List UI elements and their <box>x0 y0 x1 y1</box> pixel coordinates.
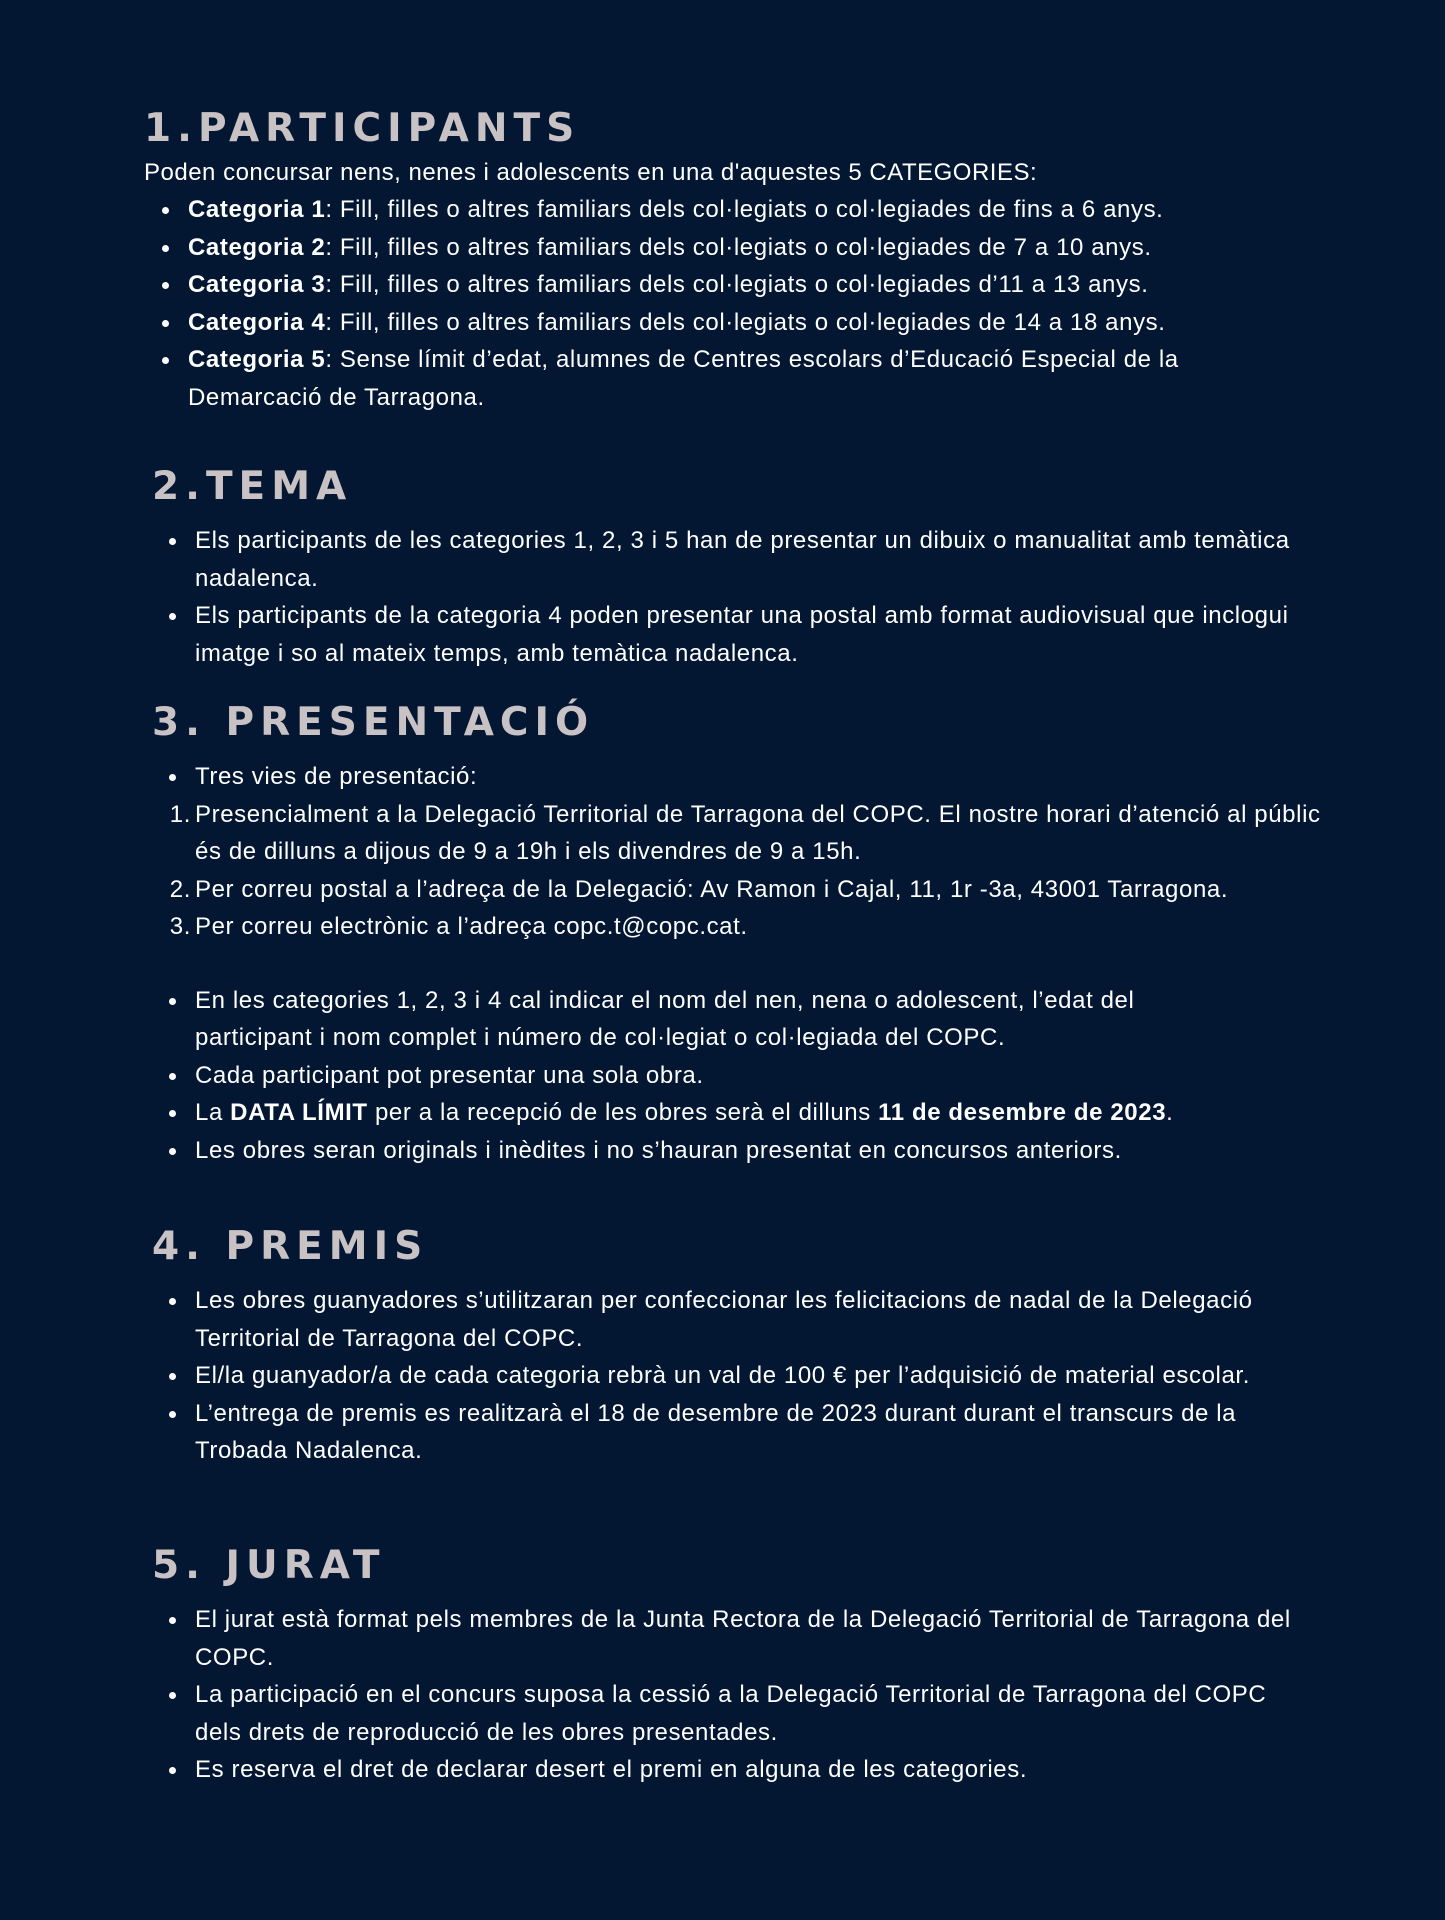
category-description: : Fill, filles o altres familiars dels col·legiats o col·legiades d’11 a 13 anys. <box>325 271 1149 298</box>
via-number: 3. <box>169 913 191 940</box>
vies-header-list <box>195 758 1305 796</box>
categories-list <box>188 191 1268 416</box>
section-tema <box>0 464 1445 672</box>
jurat-list <box>195 1601 1295 1789</box>
list-item: En les categories 1, 2, 3 i 4 cal indicar el nom del nen, nena o adolescent, l’edat del participant i nom complet i número de col·legiat o col·legiada del COPC. <box>195 982 1255 1057</box>
category-label: Categoria 2 <box>188 233 326 261</box>
category-description: : Fill, filles o altres familiars dels col·legiats o col·legiades de 7 a 10 anys. <box>325 233 1152 261</box>
category-description: : Fill, filles o altres familiars dels col·legiats o col·legiades de fins a 6 anys. <box>325 196 1164 223</box>
via-text: Per correu electrònic a l’adreça copc.t@copc.cat. <box>195 913 748 940</box>
category-label: Categoria 3 <box>188 271 326 298</box>
category-item <box>188 266 1268 304</box>
category-item <box>188 229 1268 267</box>
section-jurat <box>0 1543 1445 1789</box>
deadline-item <box>195 1094 1255 1132</box>
category-label: Categoria 1 <box>188 196 326 223</box>
deadline-text: per a la recepció de les obres serà el dilluns <box>367 1099 879 1126</box>
premis-list <box>195 1282 1295 1470</box>
section-title-jurat: 5. JURAT <box>152 1543 386 1588</box>
list-item: Les obres seran originals i inèdites i no s’hauran presentat en concursos anteriors. <box>195 1132 1255 1170</box>
via-text: Presencialment a la Delegació Territorial de Tarragona del COPC. El nostre horari d’atenció al públic és de dilluns a dijous de 9 a 19h i els divendres de 9 a 15h. <box>195 800 1321 865</box>
via-number: 2. <box>169 875 191 903</box>
deadline-date: 11 de desembre de 2023 <box>878 1099 1167 1126</box>
via-number: 1. <box>169 800 191 828</box>
deadline-text: La <box>195 1099 231 1126</box>
via-text: Per correu postal a l’adreça de la Delegació: Av Ramon i Cajal, 11, 1r -3a, 43001 Tarragona. <box>195 875 1229 903</box>
via-item <box>169 796 1325 871</box>
category-label: Categoria 5 <box>188 346 326 373</box>
section-participants <box>0 106 1445 416</box>
list-item: L’entrega de premis es realitzarà el 18 de desembre de 2023 durant durant el transcurs de la Trobada Nadalenca. <box>195 1395 1295 1470</box>
list-item: Es reserva el dret de declarar desert el premi en alguna de les categories. <box>195 1751 1295 1789</box>
tema-list <box>195 522 1295 672</box>
category-description: : Fill, filles o altres familiars dels col·legiats o col·legiades de 14 a 18 anys. <box>325 308 1166 336</box>
list-item: Els participants de les categories 1, 2, 3 i 5 han de presentar un dibuix o manualitat amb temàtica nadalenca. <box>195 522 1295 597</box>
category-description: : Sense límit d’edat, alumnes de Centres escolars d’Educació Especial de la Demarcació de Tarragona. <box>188 346 1179 411</box>
section-title-presentacio: 3. PRESENTACIÓ <box>152 700 595 745</box>
list-item: El jurat està format pels membres de la Junta Rectora de la Delegació Territorial de Tarragona del COPC. <box>195 1601 1295 1676</box>
list-item: La participació en el concurs suposa la cessió a la Delegació Territorial de Tarragona del COPC dels drets de reproducció de les obres presentades. <box>195 1676 1295 1751</box>
list-item: Les obres guanyadores s’utilitzaran per confeccionar les felicitacions de nadal de la Delegació Territorial de Tarragona del COPC. <box>195 1282 1295 1357</box>
section-presentacio <box>0 700 1445 1169</box>
category-label: Categoria 4 <box>188 308 326 336</box>
vies-list <box>169 796 1325 946</box>
deadline-label: DATA LÍMIT <box>230 1099 368 1126</box>
via-item <box>169 871 1325 909</box>
participants-intro: Poden concursar nens, nenes i adolescents en una d'aquestes 5 CATEGORIES: <box>144 159 1038 186</box>
category-item <box>188 304 1268 342</box>
category-item <box>188 191 1268 229</box>
list-item: Cada participant pot presentar una sola obra. <box>195 1057 1255 1095</box>
section-premis <box>0 1224 1445 1470</box>
presentacio-list <box>195 982 1255 1170</box>
vies-label: Tres vies de presentació: <box>195 758 1305 796</box>
category-item <box>188 341 1268 416</box>
list-item: El/la guanyador/a de cada categoria rebrà un val de 100 € per l’adquisició de material escolar. <box>195 1357 1295 1395</box>
deadline-text: . <box>1166 1099 1174 1126</box>
section-title-participants: 1.PARTICIPANTS <box>144 106 581 151</box>
section-title-premis: 4. PREMIS <box>152 1224 429 1269</box>
section-title-tema: 2.TEMA <box>152 464 353 509</box>
list-item: Els participants de la categoria 4 poden presentar una postal amb format audiovisual que inclogui imatge i so al mateix temps, amb temàtica nadalenca. <box>195 597 1295 672</box>
via-item <box>169 908 1325 946</box>
